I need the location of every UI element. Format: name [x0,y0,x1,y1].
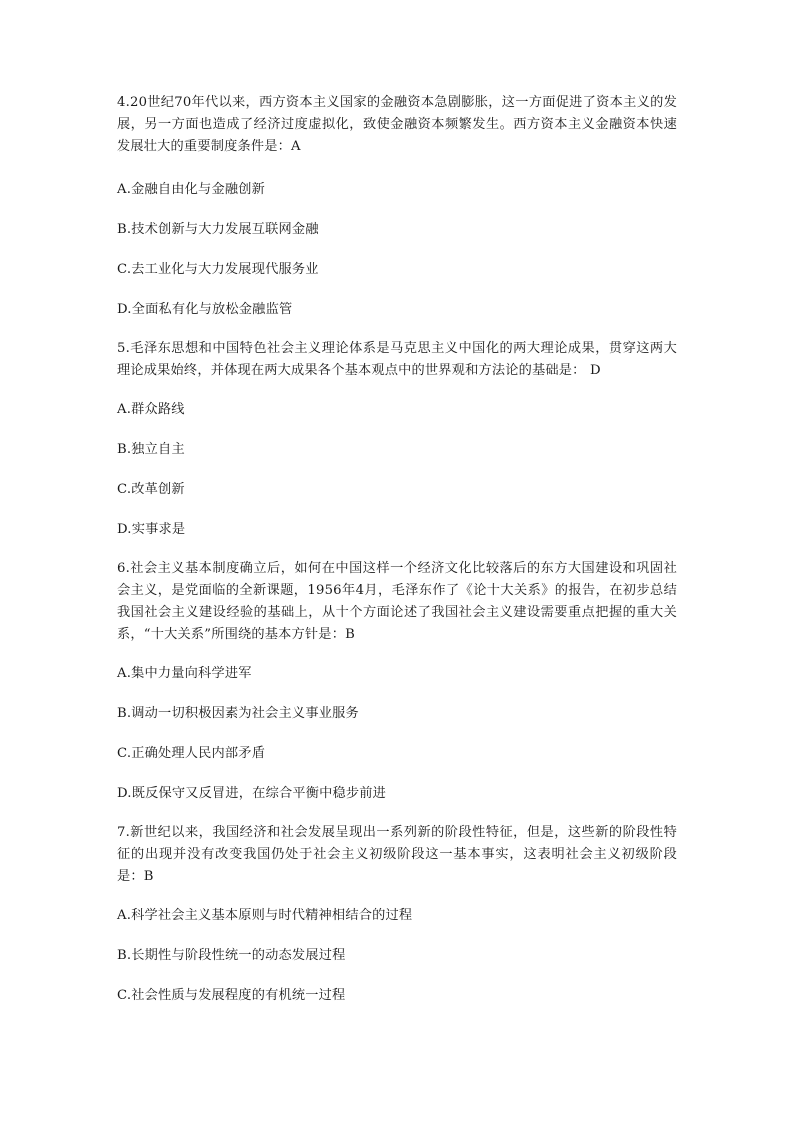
question-7-option-b: B.长期性与阶段性统一的动态发展过程 [117,948,346,963]
question-7-stem: 7.新世纪以来，我国经济和社会发展呈现出一系列新的阶段性特征，但是，这些新的阶段性特征的出现并没有改变我国仍处于社会主义初级阶段这一基本事实，这表明社会主义初级阶段是：B [117,825,677,884]
question-7-option-a: A.科学社会主义基本原则与时代精神相结合的过程 [117,908,413,923]
question-6-stem: 6.社会主义基本制度确立后，如何在中国这样一个经济文化比较落后的东方大国建设和巩固社会主义，是党面临的全新课题，1956年4月，毛泽东作了《论十大关系》的报告，在初步总结我国社会主义建设经验的基础上，从十个方面论述了我国社会主义建设需要重点把握的重大关系，“十大关系”所围绕的基本方针是：B [117,561,677,642]
question-4-stem: 4.20世纪70年代以来，西方资本主义国家的金融资本急剧膨胀，这一方面促进了资本主义的发展，另一方面也造成了经济过度虚拟化，致使金融资本频繁发生。西方资本主义金融资本快速发展壮大的重要制度条件是：A [117,95,677,154]
question-4-option-a: A.金融自由化与金融创新 [117,182,265,197]
question-5-option-d: D.实事求是 [117,522,186,537]
question-4-option-c: C.去工业化与大力发展现代服务业 [117,262,319,277]
question-6-option-c: C.正确处理人民内部矛盾 [117,746,266,761]
question-5-option-c: C.改革创新 [117,482,185,497]
question-4-option-b: B.技术创新与大力发展互联网金融 [117,222,319,237]
question-6-option-a: A.集中力量向科学进军 [117,666,252,681]
question-7-option-c: C.社会性质与发展程度的有机统一过程 [117,988,346,1003]
question-4-option-d: D.全面私有化与放松金融监管 [117,302,293,317]
question-5-stem: 5.毛泽东思想和中国特色社会主义理论体系是马克思主义中国化的两大理论成果，贯穿这两大理论成果始终，并体现在两大成果各个基本观点中的世界观和方法论的基础是： D [117,341,677,378]
question-6-option-d: D.既反保守又反冒进，在综合平衡中稳步前进 [117,786,387,801]
question-5-option-a: A.群众路线 [117,402,185,417]
question-6-option-b: B.调动一切积极因素为社会主义事业服务 [117,706,359,721]
question-5-option-b: B.独立自主 [117,442,185,457]
